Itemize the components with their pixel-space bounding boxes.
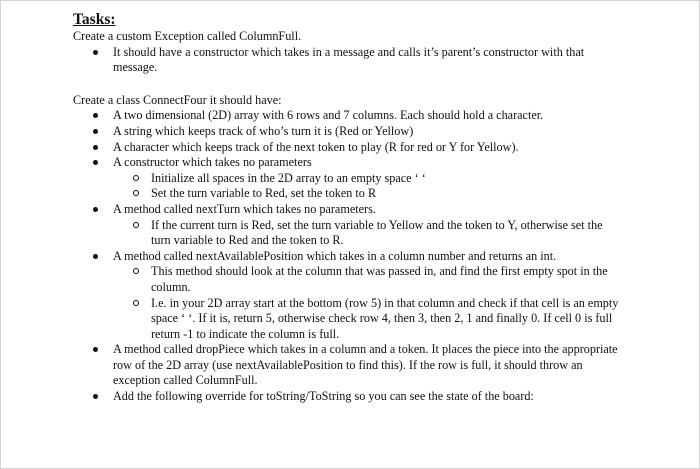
next-available-sub-list — [113, 264, 623, 342]
bullet-next-available-position — [73, 249, 623, 343]
bullet-next-turn-text: A method called nextTurn which takes no parameters. — [113, 201, 376, 216]
bullet-2d-array: A two dimensional (2D) array with 6 rows and 7 columns. Each should hold a character. — [73, 108, 623, 124]
tasks-heading: Tasks: — [73, 11, 116, 28]
exception-bullet-list — [73, 45, 623, 76]
sub-bullet-turn-logic: If the current turn is Red, set the turn variable to Yellow and the token to Y, otherwise set the turn variable to Red and the token to R. — [113, 218, 623, 249]
bullet-next-available-text: A method called nextAvailablePosition which takes in a column number and returns an int. — [113, 248, 557, 263]
bullet-constructor-text: A constructor which takes no parameters — [113, 155, 312, 170]
document-content — [73, 11, 623, 405]
sub-bullet-set-turn: Set the turn variable to Red, set the token to R — [113, 186, 623, 202]
bullet-constructor — [73, 155, 623, 202]
exception-constructor-bullet: It should have a constructor which takes in a message and calls it’s parent’s constructor with that message. — [73, 45, 623, 76]
connectfour-intro: Create a class ConnectFour it should have: — [73, 92, 282, 107]
next-turn-sub-list — [113, 218, 623, 249]
exception-intro: Create a custom Exception called ColumnFull. — [73, 29, 302, 43]
bullet-tostring: Add the following override for toString/ToString so you can see the state of the board: — [73, 389, 623, 405]
sub-bullet-find-empty: This method should look at the column that was passed in, and find the first empty spot in the column. — [113, 264, 623, 295]
bullet-token-char: A character which keeps track of the next token to play (R for red or Y for Yellow). — [73, 140, 623, 156]
sub-bullet-initialize: Initialize all spaces in the 2D array to an empty space ‘ ‘ — [113, 171, 623, 187]
section-gap — [73, 76, 623, 93]
constructor-sub-list — [113, 171, 623, 202]
bullet-drop-piece: A method called dropPiece which takes in a column and a token. It places the piece into the appropriate row of the 2D array (use nextAvailablePosition to find this). If the row is full, it should throw an exception called ColumnFull. — [73, 342, 623, 389]
connectfour-bullet-list — [73, 108, 623, 404]
sub-bullet-check-rows: I.e. in your 2D array start at the bottom (row 5) in that column and check if that cell is an empty space ‘ ‘. If it is, return 5, otherwise check row 4, then 3, then 2, 1 and finally 0. If cell 0 is full return -1 to indicate the column is full. — [113, 296, 623, 343]
bullet-turn-string: A string which keeps track of who’s turn it is (Red or Yellow) — [73, 124, 623, 140]
bullet-next-turn — [73, 202, 623, 249]
